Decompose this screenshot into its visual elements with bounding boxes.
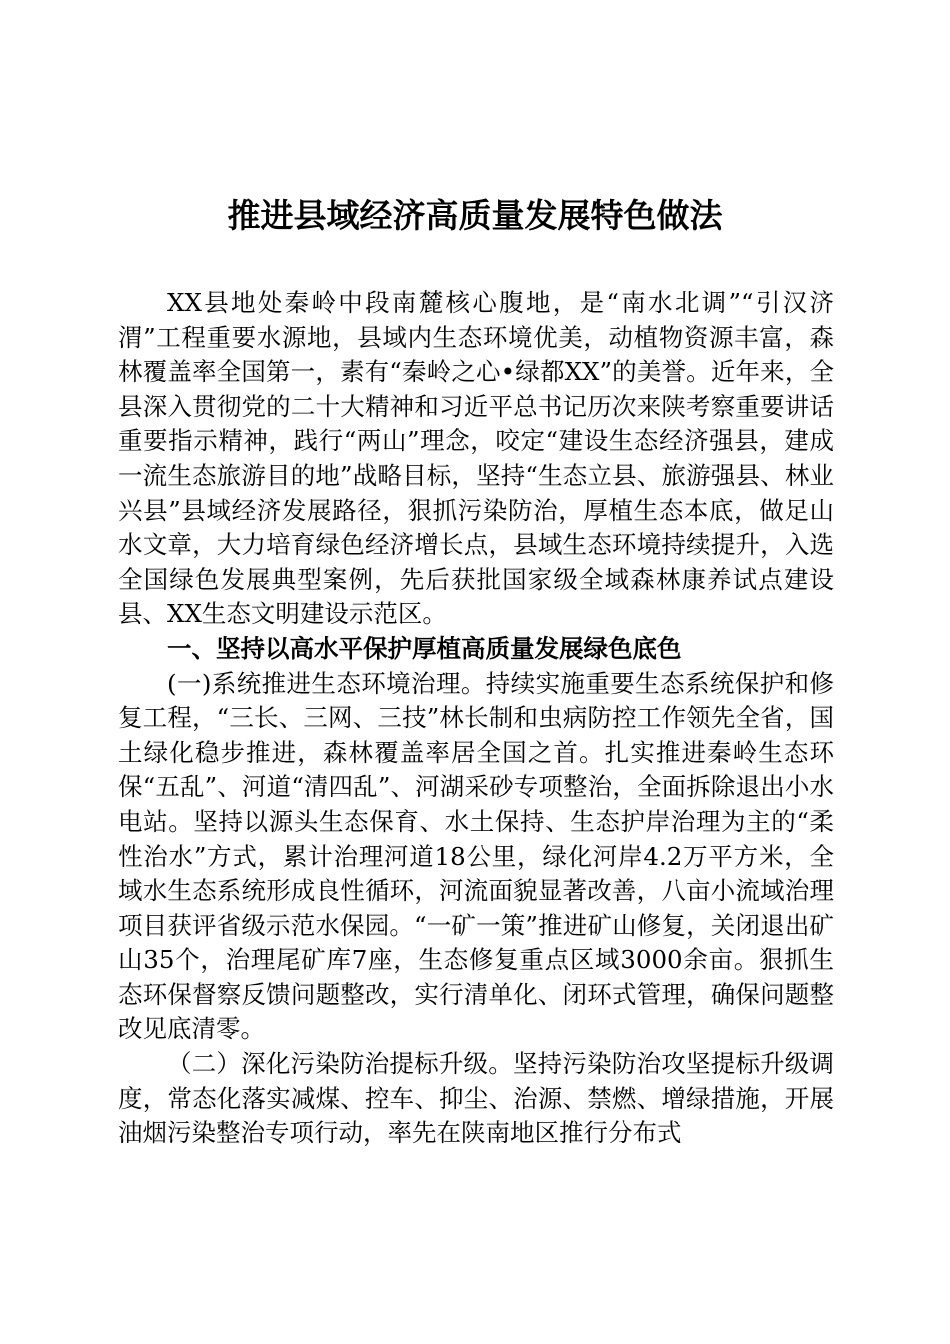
section-1-item-2-paragraph xyxy=(118,1047,834,1151)
section-1-item-1-body: 持续实施重要生态系统保护和修复工程，“三长、三网、三技”林长制和虫病防控工作领先全省，国土绿化稳步推进，森林覆盖率居全国之首。扎实推进秦岭生态环保“五乱”、河道“清四乱”、河湖采砂专项整治，全面拆除退出小水电站。坚持以源头生态保育、水土保持、生态护岸治理为主的“柔性治水”方式，累计治理河道18公里，绿化河岸4.2万平方米，全域水生态系统形成良性循环，河流面貌显著改善，八亩小流域治理项目获评省级示范水保园。“一矿一策”推进矿山修复，关闭退出矿山35个，治理尾矿库7座，生态修复重点区域3000余亩。狠抓生态环保督察反馈问题整改，实行清单化、闭环式管理，确保问题整改见底清零。 xyxy=(118,668,835,1044)
section-1-item-1-paragraph xyxy=(118,667,834,1048)
section-1-item-1-lead: (一)系统推进生态环境治理。 xyxy=(167,668,486,698)
section-1-item-2-body: 坚持污染防治攻坚提标升级调度，常态化落实减煤、控车、抑尘、治源、禁燃、增绿措施，开展油烟污染整治专项行动，率先在陕南地区推行分布式 xyxy=(118,1049,835,1148)
section-1-item-2-lead: （二）深化污染防治提标升级。 xyxy=(167,1049,513,1079)
document-body xyxy=(118,286,834,1151)
document-title: 推进县域经济高质量发展特色做法 xyxy=(227,196,723,235)
section-1-heading: 一、坚持以高水平保护厚植高质量发展绿色底色 xyxy=(167,633,682,663)
intro-paragraph: XX县地处秦岭中段南麓核心腹地，是“南水北调”“引汉济渭”工程重要水源地，县域内生态环境优美，动植物资源丰富，森林覆盖率全国第一，素有“秦岭之心•绿都XX”的美誉。近年来，全县深入贯彻党的二十大精神和习近平总书记历次来陕考察重要讲话重要指示精神，践行“两山”理念，咬定“建设生态经济强县，建成一流生态旅游目的地”战略目标，坚持“生态立县、旅游强县、林业兴县”县域经济发展路径，狠抓污染防治，厚植生态本底，做足山水文章，大力培育绿色经济增长点，县域生态环境持续提升，入选全国绿色发展典型案例，先后获批国家级全域森林康养试点建设县、XX生态文明建设示范区。 xyxy=(118,288,834,629)
